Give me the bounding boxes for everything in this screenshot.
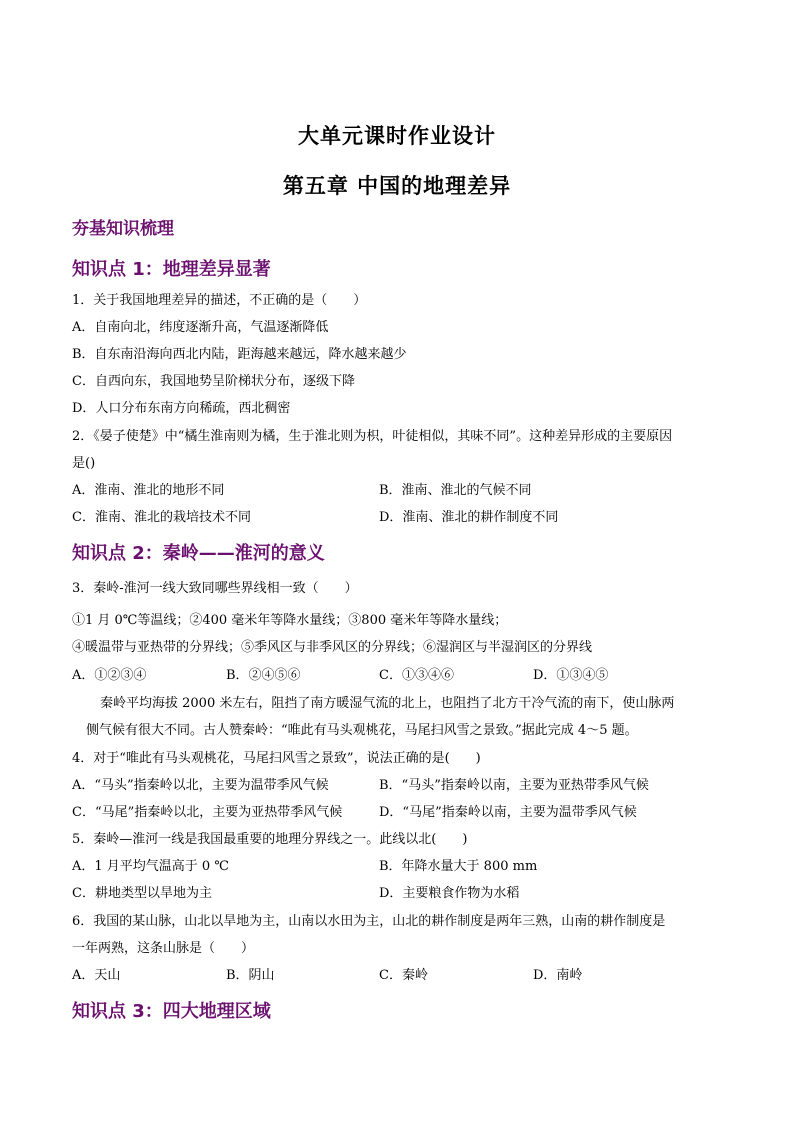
chapter-title: 第五章 中国的地理差异 [282, 174, 512, 198]
question-6-option-c: C．秦岭 [379, 968, 428, 983]
question-2-stem-line-1: 2．《晏子使楚》中“橘生淮南则为橘，生于淮北则为枳，叶徒相似，其味不同”。这种差异形成的主要原因 [72, 429, 673, 444]
question-4-option-b: B．“马头”指秦岭以南，主要为亚热带季风气候 [379, 778, 649, 793]
question-3-option-b: B．②④⑤⑥ [226, 668, 301, 683]
question-2-option-a: A．淮南、淮北的地形不同 [72, 483, 225, 498]
question-2-stem-line-2: 是() [72, 456, 96, 471]
question-3-items-line-1: ①1 月 0℃等温线；②400 毫米年等降水量线；③800 毫米年等降水量线； [72, 613, 508, 628]
question-3-option-c: C．①③④⑥ [379, 668, 454, 683]
question-3-option-a: A．①②③④ [72, 668, 147, 683]
question-6-stem-line-2: 一年两熟，这条山脉是（ ） [72, 941, 255, 956]
knowledge-point-3-heading: 知识点 3：四大地理区域 [72, 1001, 271, 1022]
question-6-option-d: D．南岭 [533, 968, 583, 983]
question-4-option-a: A．“马头”指秦岭以北，主要为温带季风气候 [72, 778, 329, 793]
question-5-option-c: C．耕地类型以旱地为主 [72, 886, 212, 901]
question-2-option-b: B．淮南、淮北的气候不同 [379, 483, 532, 498]
question-5-stem: 5．秦岭—淮河一线是我国最重要的地理分界线之一。此线以北( ) [72, 832, 468, 847]
question-5-option-b: B．年降水量大于 800 mm [379, 859, 538, 874]
question-6-stem-line-1: 6．我国的某山脉，山北以旱地为主，山南以水田为主，山北的耕作制度是两年三熟，山南的耕作制度是 [72, 914, 666, 929]
question-4-option-c: C．“马尾”指秦岭以北，主要为亚热带季风气候 [72, 805, 343, 820]
question-1-option-b: B．自东南沿海向西北内陆，距海越来越远，降水越来越少 [72, 347, 407, 362]
question-1-stem: 1．关于我国地理差异的描述，不正确的是（ ） [72, 293, 367, 308]
question-6-option-b: B．阴山 [226, 968, 275, 983]
question-4-stem: 4．对于“唯此有马头观桃花，马尾扫风雪之景致”，说法正确的是( ) [72, 751, 481, 766]
question-2-option-c: C．淮南、淮北的栽培技术不同 [72, 510, 251, 525]
document-title: 大单元课时作业设计 [298, 124, 496, 148]
section-heading: 夯基知识梳理 [72, 219, 174, 239]
passage-line-2: 侧气候有很大不同。古人赞秦岭：“唯此有马头观桃花，马尾扫风雪之景致。”据此完成 4～5 题。 [86, 723, 638, 738]
question-1-option-c: C．自西向东，我国地势呈阶梯状分布，逐级下降 [72, 374, 355, 389]
question-4-option-d: D．“马尾”指秦岭以南，主要为温带季风气候 [379, 805, 637, 820]
question-5-option-a: A．1 月平均气温高于 0 ℃ [72, 859, 229, 874]
question-6-option-a: A．天山 [72, 968, 121, 983]
knowledge-point-1-heading: 知识点 1：地理差异显著 [72, 259, 271, 280]
question-3-option-d: D．①③④⑤ [533, 668, 609, 683]
question-1-option-a: A．自南向北，纬度逐渐升高，气温逐渐降低 [72, 320, 329, 335]
question-2-option-d: D．淮南、淮北的耕作制度不同 [379, 510, 559, 525]
question-3-stem: 3．秦岭-淮河一线大致同哪些界线相一致（ ） [72, 581, 358, 596]
knowledge-point-2-heading: 知识点 2：秦岭——淮河的意义 [72, 543, 325, 564]
question-5-option-d: D．主要粮食作物为水稻 [379, 886, 520, 901]
question-3-items-line-2: ④暖温带与亚热带的分界线；⑤季风区与非季风区的分界线；⑥湿润区与半湿润区的分界线 [72, 640, 593, 655]
passage-line-1: 秦岭平均海拔 2000 米左右，阻挡了南方暖湿气流的北上，也阻挡了北方干冷气流的南下，使山脉两 [100, 696, 675, 711]
question-1-option-d: D．人口分布东南方向稀疏，西北稠密 [72, 401, 291, 416]
